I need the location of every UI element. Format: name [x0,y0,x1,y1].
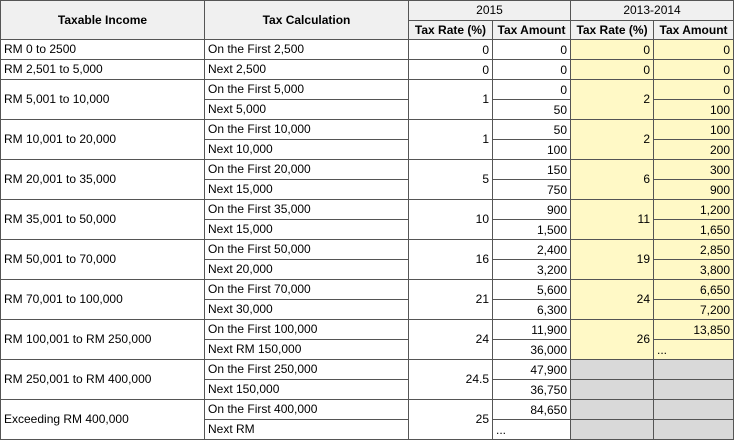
header-tax-amount-2015: Tax Amount [493,21,571,40]
table-row [1,280,734,300]
rate-2015-cell: 0 [409,40,493,60]
income-cell: RM 70,001 to 100,000 [1,280,205,320]
rate-2013-cell: 11 [571,200,654,240]
amount-2015-cell: 84,650 [493,400,571,420]
amount-2013-cell: ... [654,340,734,360]
table-row [1,120,734,140]
income-cell: RM 2,501 to 5,000 [1,60,205,80]
amount-2013-cell: 13,850 [654,320,734,340]
calc-cell: Next 15,000 [205,180,409,200]
calc-cell: Next 10,000 [205,140,409,160]
income-cell: RM 100,001 to RM 250,000 [1,320,205,360]
rate-2015-cell: 21 [409,280,493,320]
calc-cell: On the First 35,000 [205,200,409,220]
header-year-2013-2014: 2013-2014 [571,1,734,21]
empty-cell [654,380,734,400]
calc-cell: On the First 5,000 [205,80,409,100]
amount-2013-cell: 7,200 [654,300,734,320]
table-row [1,200,734,220]
calc-cell: On the First 70,000 [205,280,409,300]
empty-cell [654,420,734,440]
income-cell: RM 10,001 to 20,000 [1,120,205,160]
amount-2015-cell: 1,500 [493,220,571,240]
income-cell: RM 20,001 to 35,000 [1,160,205,200]
amount-2013-cell: 2,850 [654,240,734,260]
calc-cell: Next 15,000 [205,220,409,240]
amount-2013-cell: 6,650 [654,280,734,300]
header-year-2015: 2015 [409,1,571,21]
rate-2013-cell: 0 [571,60,654,80]
rate-2015-cell: 10 [409,200,493,240]
amount-2013-cell: 900 [654,180,734,200]
amount-2013-cell: 0 [654,80,734,100]
rate-2015-cell: 1 [409,80,493,120]
header-tax-calculation: Tax Calculation [205,1,409,40]
income-cell: RM 5,001 to 10,000 [1,80,205,120]
rate-2015-cell: 5 [409,160,493,200]
calc-cell: On the First 20,000 [205,160,409,180]
calc-cell: Next 150,000 [205,380,409,400]
calc-cell: On the First 50,000 [205,240,409,260]
income-cell: RM 250,001 to RM 400,000 [1,360,205,400]
amount-2015-cell: 36,000 [493,340,571,360]
rate-2013-cell: 2 [571,80,654,120]
empty-cell [571,400,654,420]
amount-2015-cell: 150 [493,160,571,180]
amount-2013-cell: 300 [654,160,734,180]
amount-2015-cell: 6,300 [493,300,571,320]
rate-2015-cell: 0 [409,60,493,80]
amount-2015-cell: 0 [493,40,571,60]
calc-cell: Next 5,000 [205,100,409,120]
calc-cell: Next 20,000 [205,260,409,280]
income-cell: RM 0 to 2500 [1,40,205,60]
amount-2015-cell: 11,900 [493,320,571,340]
empty-cell [654,360,734,380]
rate-2013-cell: 6 [571,160,654,200]
amount-2015-cell: 2,400 [493,240,571,260]
amount-2015-cell: 50 [493,120,571,140]
amount-2015-cell: 900 [493,200,571,220]
table-row [1,320,734,340]
rate-2013-cell: 24 [571,280,654,320]
header-tax-rate-2015: Tax Rate (%) [409,21,493,40]
amount-2013-cell: 100 [654,120,734,140]
rate-2013-cell: 26 [571,320,654,360]
amount-2013-cell: 1,650 [654,220,734,240]
rate-2015-cell: 24.5 [409,360,493,400]
empty-cell [571,360,654,380]
header-tax-amount-2013: Tax Amount [654,21,734,40]
rate-2013-cell: 0 [571,40,654,60]
table-row [1,240,734,260]
table-row [1,400,734,420]
income-cell: RM 50,001 to 70,000 [1,240,205,280]
empty-cell [571,420,654,440]
amount-2013-cell: 100 [654,100,734,120]
income-cell: RM 35,001 to 50,000 [1,200,205,240]
rate-2015-cell: 1 [409,120,493,160]
table-row [1,80,734,100]
amount-2013-cell: 3,800 [654,260,734,280]
empty-cell [654,400,734,420]
rate-2015-cell: 16 [409,240,493,280]
calc-cell: On the First 2,500 [205,40,409,60]
header-tax-rate-2013: Tax Rate (%) [571,21,654,40]
amount-2015-cell: 50 [493,100,571,120]
income-cell: Exceeding RM 400,000 [1,400,205,440]
calc-cell: On the First 400,000 [205,400,409,420]
calc-cell: Next RM [205,420,409,440]
amount-2015-cell: 36,750 [493,380,571,400]
table-row [1,60,734,80]
rate-2015-cell: 25 [409,400,493,440]
header-taxable-income: Taxable Income [1,1,205,40]
amount-2013-cell: 0 [654,60,734,80]
amount-2015-cell: 47,900 [493,360,571,380]
empty-cell [571,380,654,400]
table-row [1,160,734,180]
calc-cell: On the First 250,000 [205,360,409,380]
amount-2015-cell: 3,200 [493,260,571,280]
table-row [1,360,734,380]
calc-cell: On the First 10,000 [205,120,409,140]
amount-2013-cell: 1,200 [654,200,734,220]
amount-2015-cell: 0 [493,60,571,80]
amount-2015-cell: ... [493,420,571,440]
amount-2015-cell: 0 [493,80,571,100]
rate-2013-cell: 19 [571,240,654,280]
amount-2013-cell: 0 [654,40,734,60]
amount-2013-cell: 200 [654,140,734,160]
calc-cell: Next 2,500 [205,60,409,80]
rate-2015-cell: 24 [409,320,493,360]
calc-cell: Next RM 150,000 [205,340,409,360]
amount-2015-cell: 5,600 [493,280,571,300]
amount-2015-cell: 100 [493,140,571,160]
rate-2013-cell: 2 [571,120,654,160]
amount-2015-cell: 750 [493,180,571,200]
calc-cell: On the First 100,000 [205,320,409,340]
calc-cell: Next 30,000 [205,300,409,320]
table-row [1,40,734,60]
